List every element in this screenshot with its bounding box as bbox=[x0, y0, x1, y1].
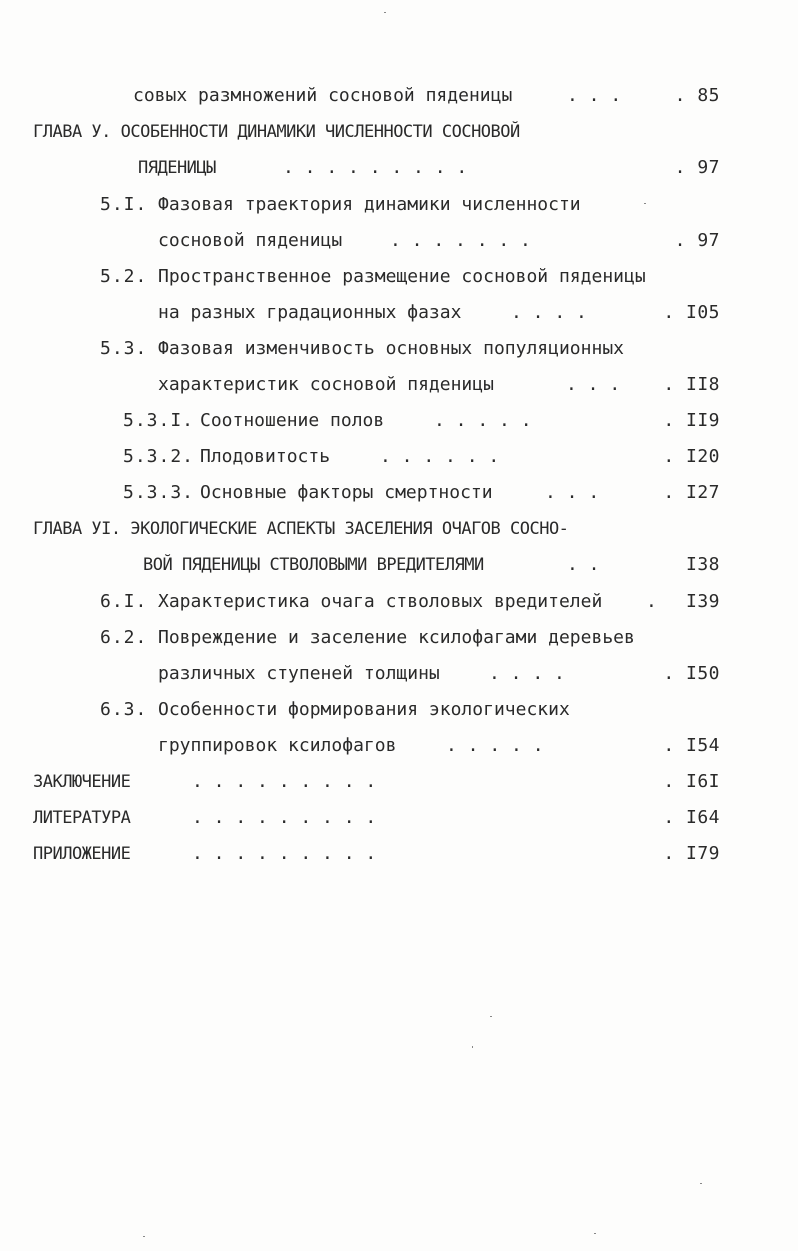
toc-entry-text: на разных градационных фазах bbox=[158, 302, 462, 323]
toc-leader-dots: . bbox=[646, 591, 657, 612]
toc-leader-dots: . . . . . . . . . bbox=[192, 807, 377, 828]
toc-page-number: . I20 bbox=[663, 446, 720, 467]
toc-section-entry bbox=[0, 190, 798, 220]
toc-entry-text: различных ступеней толщины bbox=[158, 663, 440, 684]
toc-section-entry-cont bbox=[0, 731, 798, 761]
toc-section-number: 5.I. bbox=[100, 194, 148, 215]
toc-page-number: . I27 bbox=[663, 482, 720, 503]
toc-section-entry bbox=[0, 623, 798, 653]
toc-entry-text: Повреждение и заселение ксилофагами деревьев bbox=[158, 627, 635, 648]
toc-section-entry-cont bbox=[0, 659, 798, 689]
scan-speck bbox=[700, 1183, 702, 1184]
toc-entry-text: Плодовитость bbox=[200, 446, 331, 467]
toc-section-number: 5.3.2. bbox=[123, 446, 195, 467]
toc-page-number: . I05 bbox=[663, 302, 720, 323]
scan-speck bbox=[472, 1046, 473, 1048]
toc-section-entry-cont bbox=[0, 226, 798, 256]
toc-section-number: 5.3. bbox=[100, 338, 148, 359]
toc-section-number: 5.3.I. bbox=[123, 410, 195, 431]
toc-entry-continuation bbox=[0, 81, 798, 111]
scan-speck bbox=[644, 203, 646, 204]
scan-speck bbox=[143, 1236, 145, 1237]
toc-page-number: . 97 bbox=[674, 230, 720, 251]
toc-section-entry bbox=[0, 695, 798, 725]
toc-leader-dots: . . . . . bbox=[434, 410, 532, 431]
toc-subsection-entry bbox=[0, 442, 798, 472]
toc-page-number: . II8 bbox=[663, 374, 720, 395]
toc-leader-dots: . . . . bbox=[489, 663, 565, 684]
toc-page-number: . I64 bbox=[663, 807, 720, 828]
toc-leader-dots: . . bbox=[567, 554, 600, 575]
toc-leader-dots: . . . . bbox=[511, 302, 587, 323]
toc-backmatter-entry bbox=[0, 803, 798, 833]
toc-section-number: 5.3.3. bbox=[123, 482, 195, 503]
scan-speck bbox=[384, 12, 386, 13]
toc-subsection-entry bbox=[0, 406, 798, 436]
toc-entry-text: Соотношение полов bbox=[200, 410, 385, 431]
toc-entry-text: ПЯДЕНИЦЫ bbox=[138, 158, 216, 178]
toc-section-entry bbox=[0, 262, 798, 292]
toc-section-entry bbox=[0, 334, 798, 364]
toc-leader-dots: . . . . . bbox=[446, 735, 544, 756]
toc-leader-dots: . . . bbox=[567, 85, 622, 106]
toc-entry-text: Пространственное размещение сосновой пяденицы bbox=[158, 266, 646, 287]
toc-leader-dots: . . . . . . . . . bbox=[283, 157, 468, 178]
toc-leader-dots: . . . . . . . . . bbox=[192, 771, 377, 792]
toc-entry-text: Фазовая траектория динамики численности bbox=[158, 194, 581, 215]
toc-leader-dots: . . . . . . . bbox=[390, 230, 531, 251]
toc-page-number: . I50 bbox=[663, 663, 720, 684]
toc-section-number: 5.2. bbox=[100, 266, 148, 287]
toc-section-number: 6.I. bbox=[100, 591, 148, 612]
toc-entry-text: группировок ксилофагов bbox=[158, 735, 397, 756]
toc-entry-text: Особенности формирования экологических bbox=[158, 699, 570, 720]
toc-entry-text: характеристик сосновой пяденицы bbox=[158, 374, 494, 395]
toc-page-number: . I6I bbox=[663, 771, 720, 792]
toc-chapter-heading bbox=[0, 514, 798, 544]
toc-page-number: I39 bbox=[685, 591, 720, 612]
toc-page-number: . 85 bbox=[674, 85, 720, 106]
toc-section-entry-cont bbox=[0, 370, 798, 400]
toc-entry-text: ЗАКЛЮЧЕНИЕ bbox=[33, 772, 131, 792]
toc-section-entry-cont bbox=[0, 298, 798, 328]
toc-page-number: . I79 bbox=[663, 843, 720, 864]
toc-section-entry bbox=[0, 587, 798, 617]
toc-entry-text: совых размножений сосновой пяденицы bbox=[133, 85, 513, 106]
toc-section-number: 6.2. bbox=[100, 627, 148, 648]
toc-entry-text: ВОЙ ПЯДЕНИЦЫ СТВОЛОВЫМИ ВРЕДИТЕЛЯМИ bbox=[143, 555, 484, 575]
toc-page-number: . II9 bbox=[663, 410, 720, 431]
toc-page-number: . I54 bbox=[663, 735, 720, 756]
toc-chapter-heading-cont bbox=[0, 550, 798, 580]
toc-leader-dots: . . . . . . bbox=[380, 446, 500, 467]
toc-leader-dots: . . . bbox=[545, 482, 600, 503]
toc-entry-text: Характеристика очага стволовых вредителей bbox=[158, 591, 603, 612]
toc-page-number: . 97 bbox=[674, 157, 720, 178]
toc-section-number: 6.3. bbox=[100, 699, 148, 720]
toc-entry-text: ЛИТЕРАТУРА bbox=[33, 808, 131, 828]
toc-leader-dots: . . . bbox=[566, 374, 621, 395]
scan-speck bbox=[594, 1233, 596, 1234]
scan-speck bbox=[490, 1016, 492, 1017]
toc-entry-text: Фазовая изменчивость основных популяционных bbox=[158, 338, 624, 359]
toc-entry-text: ПРИЛОЖЕНИЕ bbox=[33, 844, 131, 864]
toc-chapter-heading-cont bbox=[0, 153, 798, 183]
toc-backmatter-entry bbox=[0, 767, 798, 797]
toc-entry-text: Основные факторы смертности bbox=[200, 482, 493, 503]
toc-entry-text: сосновой пяденицы bbox=[158, 230, 343, 251]
toc-backmatter-entry bbox=[0, 839, 798, 869]
toc-leader-dots: . . . . . . . . . bbox=[192, 843, 377, 864]
toc-page-number: I38 bbox=[685, 554, 720, 575]
toc-entry-text: ГЛАВА У. ОСОБЕННОСТИ ДИНАМИКИ ЧИСЛЕННОСТИ СОСНОВОЙ bbox=[33, 122, 520, 142]
toc-subsection-entry bbox=[0, 478, 798, 508]
toc-chapter-heading bbox=[0, 117, 798, 147]
toc-entry-text: ГЛАВА УI. ЭКОЛОГИЧЕСКИЕ АСПЕКТЫ ЗАСЕЛЕНИЯ ОЧАГОВ СОСНО- bbox=[33, 519, 569, 539]
